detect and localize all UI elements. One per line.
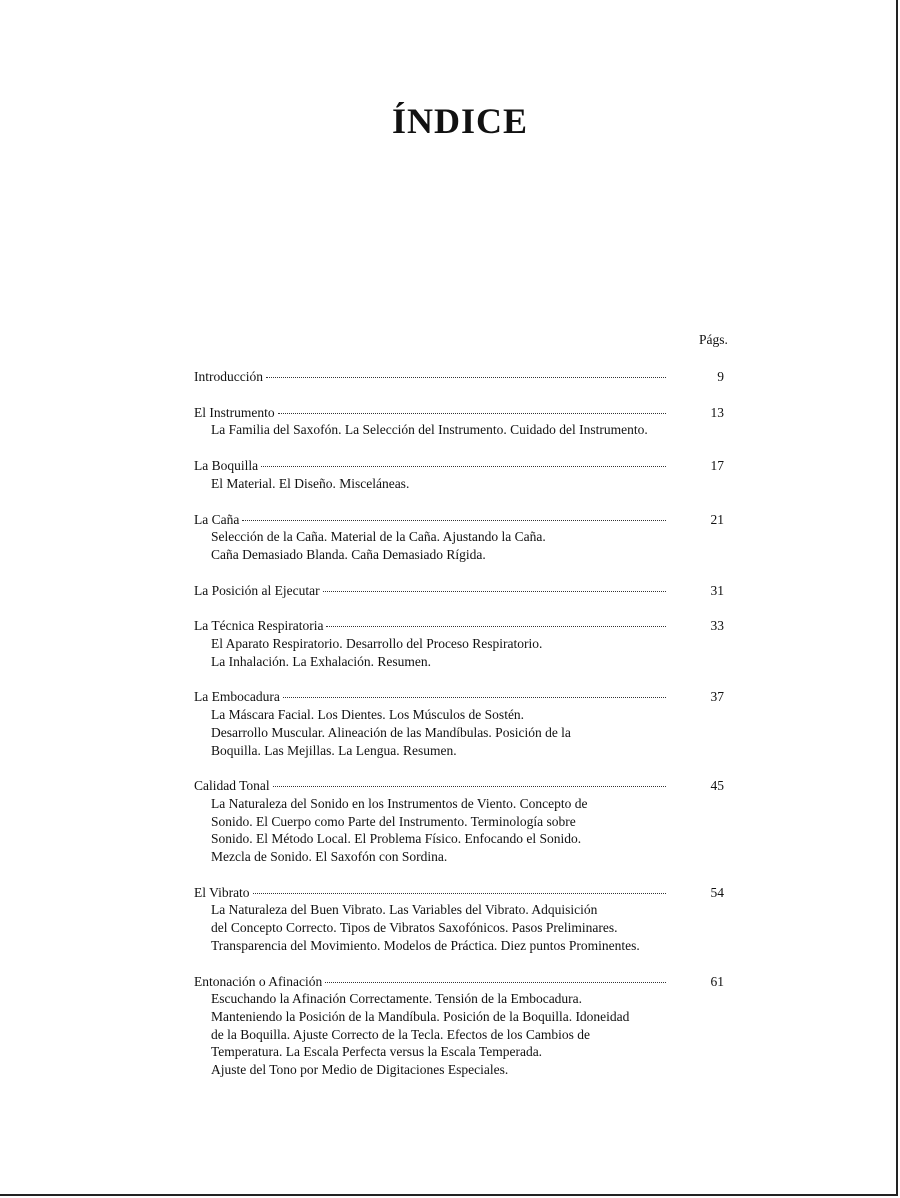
- toc-entry: [194, 884, 734, 955]
- toc-entry-page-number: 54: [710, 884, 724, 900]
- toc-entry-title: El Vibrato: [194, 884, 250, 900]
- toc-entry-heading: [194, 368, 734, 386]
- toc-entry-subtopics: Escuchando la Afinación Correctamente. Tensión de la Embocadura.: [211, 991, 583, 1007]
- dot-leader: [325, 982, 666, 983]
- toc-entry-page-number: 9: [717, 369, 724, 384]
- toc-entry-subtopics: Desarrollo Muscular. Alineación de las Mandíbulas. Posición de la: [211, 724, 571, 740]
- toc-entry: [194, 777, 734, 866]
- toc-entry-subtopics: Mezcla de Sonido. El Saxofón con Sordina.: [211, 849, 448, 865]
- toc-entry-heading: [194, 457, 734, 475]
- dot-leader: [273, 786, 666, 787]
- toc-entry-title: Introducción: [194, 369, 263, 384]
- toc-entry-subtopics: Temperatura. La Escala Perfecta versus la Escala Temperada.: [211, 1044, 543, 1060]
- toc-entry-heading: [194, 582, 734, 600]
- toc-entry-page-number: 33: [710, 618, 724, 634]
- toc-entry-title: Entonación o Afinación: [194, 973, 323, 989]
- dot-leader: [266, 377, 666, 378]
- toc-entry-page-number: 37: [710, 689, 724, 705]
- toc-entry-subtopics: Selección de la Caña. Material de la Caña. Ajustando la Caña.: [211, 529, 546, 545]
- dot-leader: [253, 893, 666, 894]
- toc-entry-page-number: 21: [710, 511, 724, 527]
- toc-entry-title: La Posición al Ejecutar: [194, 582, 320, 598]
- toc-entry-subtopics: Transparencia del Movimiento. Modelos de Práctica. Diez puntos Prominentes.: [211, 937, 640, 953]
- toc-entry-heading: [194, 884, 734, 902]
- toc-entry-subtopics: La Inhalación. La Exhalación. Resumen.: [211, 653, 432, 669]
- toc-entry: [194, 457, 734, 492]
- toc-entry: [194, 617, 734, 670]
- toc-entry: [194, 688, 734, 759]
- toc-entry-page-number: 13: [710, 404, 724, 420]
- pages-column-header: Págs.: [699, 332, 728, 347]
- toc-entry-heading: [194, 777, 734, 795]
- toc-entry-subtopics: Manteniendo la Posición de la Mandíbula. Posición de la Boquilla. Idoneidad: [211, 1008, 630, 1024]
- toc-entry-title: El Instrumento: [194, 404, 275, 420]
- toc-entry-title: Calidad Tonal: [194, 778, 270, 794]
- toc-entry-title: La Embocadura: [194, 689, 280, 705]
- toc-entry-subtopics: Caña Demasiado Blanda. Caña Demasiado Rígida.: [211, 546, 486, 562]
- toc-entry-heading: [194, 404, 734, 422]
- dot-leader: [326, 626, 666, 627]
- toc-entry-subtopics: La Máscara Facial. Los Dientes. Los Músculos de Sostén.: [211, 707, 525, 723]
- toc-entry-title: La Técnica Respiratoria: [194, 618, 324, 634]
- toc-entry-subtopics: del Concepto Correcto. Tipos de Vibratos Saxofónicos. Pasos Preliminares.: [211, 920, 618, 936]
- toc-entry-title: La Caña: [194, 511, 240, 527]
- toc-entry: [194, 404, 734, 439]
- toc-entry-subtopics: Sonido. El Método Local. El Problema Físico. Enfocando el Sonido.: [211, 831, 582, 847]
- toc-entry-subtopics: de la Boquilla. Ajuste Correcto de la Tecla. Efectos de los Cambios de: [211, 1026, 590, 1042]
- dot-leader: [242, 520, 666, 521]
- toc-entry-title: La Boquilla: [194, 458, 259, 474]
- toc-entry-subtopics: La Naturaleza del Sonido en los Instrumentos de Viento. Concepto de: [211, 795, 588, 811]
- toc-entry: [194, 511, 734, 564]
- page-title: ÍNDICE: [391, 101, 529, 141]
- toc-entry-heading: [194, 617, 734, 635]
- toc-entry-page-number: 61: [710, 973, 724, 989]
- toc-entry-page-number: 31: [710, 582, 724, 598]
- toc-entry-heading: [194, 511, 734, 529]
- toc-entry-heading: [194, 688, 734, 706]
- toc-entry: [194, 582, 734, 600]
- dot-leader: [261, 466, 666, 467]
- toc-entry-subtopics: Ajuste del Tono por Medio de Digitaciones Especiales.: [211, 1062, 509, 1078]
- table-of-contents: [194, 368, 734, 1079]
- toc-entry-subtopics: El Material. El Diseño. Misceláneas.: [211, 475, 410, 491]
- toc-entry-heading: [194, 973, 734, 991]
- toc-entry-page-number: 45: [710, 778, 724, 794]
- toc-entry-subtopics: Boquilla. Las Mejillas. La Lengua. Resumen.: [211, 742, 457, 758]
- toc-entry: [194, 368, 734, 386]
- toc-entry-subtopics: La Familia del Saxofón. La Selección del Instrumento. Cuidado del Instrumento.: [211, 422, 648, 438]
- toc-entry: [194, 973, 734, 1079]
- dot-leader: [323, 591, 666, 592]
- toc-entry-subtopics: Sonido. El Cuerpo como Parte del Instrumento. Terminología sobre: [211, 813, 576, 829]
- dot-leader: [278, 413, 666, 414]
- toc-entry-page-number: 17: [710, 458, 724, 474]
- dot-leader: [283, 697, 666, 698]
- toc-entry-subtopics: El Aparato Respiratorio. Desarrollo del Proceso Respiratorio.: [211, 636, 543, 652]
- toc-entry-subtopics: La Naturaleza del Buen Vibrato. Las Variables del Vibrato. Adquisición: [211, 902, 598, 918]
